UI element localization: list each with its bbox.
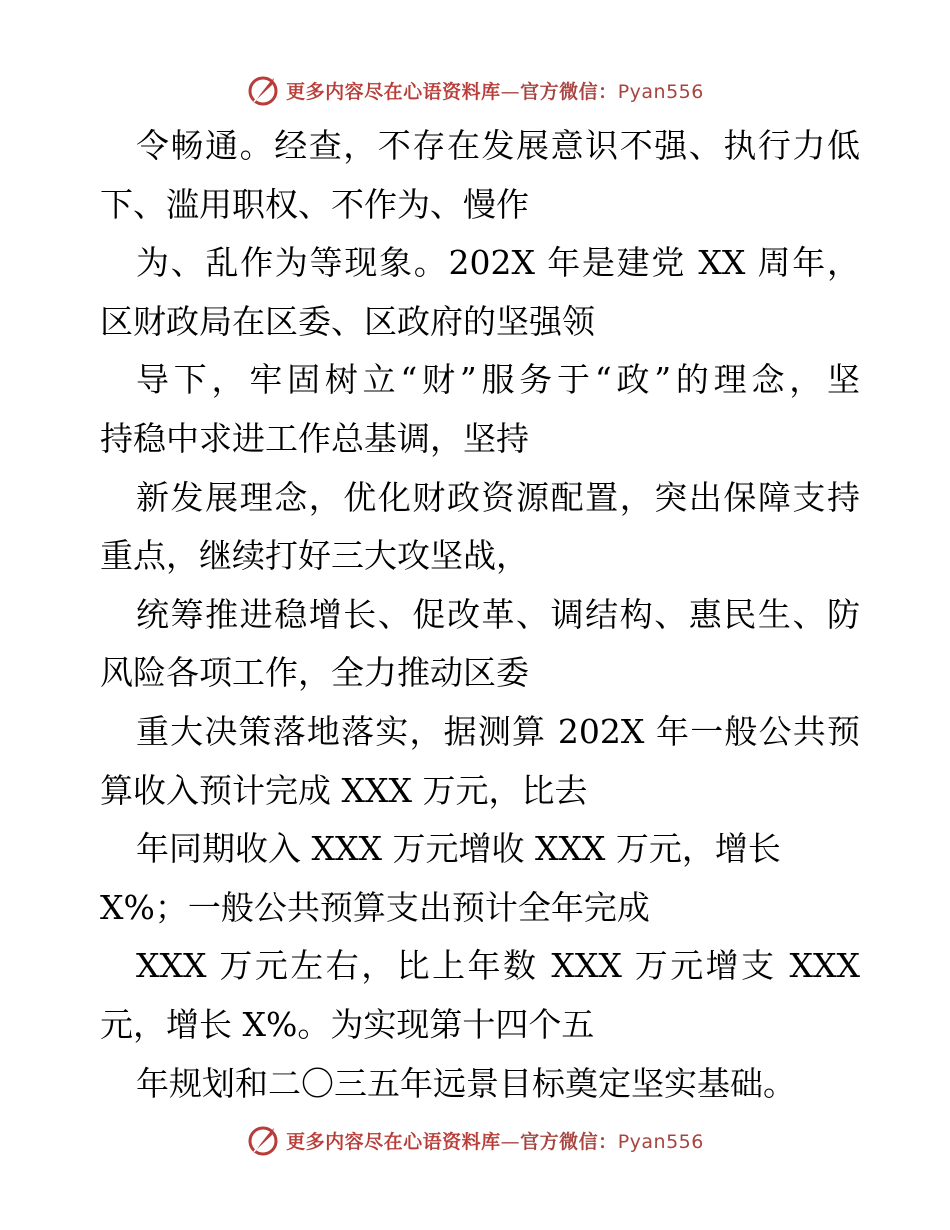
paragraph-line: 算收入预计完成 XXX 万元，比去 xyxy=(100,770,588,810)
header-watermark-label: 官方微信： xyxy=(520,80,618,103)
footer-watermark-text xyxy=(286,1127,704,1154)
header-watermark-main: 更多内容尽在心语资料库 xyxy=(286,80,501,103)
paragraph-line: 元，增长 X%。为实现第十四个五 xyxy=(100,1004,595,1044)
paragraph-line: 新发展理念，优化财政资源配置，突出保障支持 xyxy=(136,477,860,517)
header-watermark-account: Pyan556 xyxy=(617,80,704,103)
quill-pen-logo-icon xyxy=(246,73,280,107)
paragraph-line: 下、滥用职权、不作为、慢作 xyxy=(100,184,529,224)
paragraph-line: 为、乱作为等现象。202X 年是建党 XX 周年， xyxy=(136,243,860,283)
paragraph-line: 导下，牢固树立“财”服务于“政”的理念，坚 xyxy=(136,360,860,400)
footer-watermark-main: 更多内容尽在心语资料库 xyxy=(286,1130,501,1153)
footer-watermark-dash: — xyxy=(500,1130,521,1153)
footer-watermark xyxy=(0,1120,950,1160)
paragraph-line: 年规划和二〇三五年远景目标奠定坚实基础。 xyxy=(136,1063,796,1103)
header-watermark-text xyxy=(286,77,704,104)
header-watermark xyxy=(0,70,950,110)
header-watermark-dash: — xyxy=(500,80,521,103)
paragraph-line: XXX 万元左右，比上年数 XXX 万元增支 XXX xyxy=(136,946,860,986)
paragraph-line: 持稳中求进工作总基调，坚持 xyxy=(100,418,529,458)
paragraph-line: 年同期收入 XXX 万元增收 XXX 万元，增长 xyxy=(136,829,781,869)
paragraph-line: 统筹推进稳增长、促改革、调结构、惠民生、防 xyxy=(136,594,860,634)
quill-pen-logo-icon xyxy=(246,1123,280,1157)
paragraph-line: X%；一般公共预算支出预计全年完成 xyxy=(100,887,650,927)
paragraph-line: 风险各项工作，全力推动区委 xyxy=(100,653,529,693)
footer-watermark-account: Pyan556 xyxy=(617,1130,704,1153)
paragraph-line: 重大决策落地落实，据测算 202X 年一般公共预 xyxy=(136,711,860,751)
paragraph-line: 令畅通。经查，不存在发展意识不强、执行力低 xyxy=(136,126,860,165)
paragraph-line: 区财政局在区委、区政府的坚强领 xyxy=(100,301,595,341)
document-body xyxy=(100,117,860,1113)
footer-watermark-label: 官方微信： xyxy=(520,1130,618,1153)
paragraph-line: 重点，继续打好三大攻坚战， xyxy=(100,536,529,576)
